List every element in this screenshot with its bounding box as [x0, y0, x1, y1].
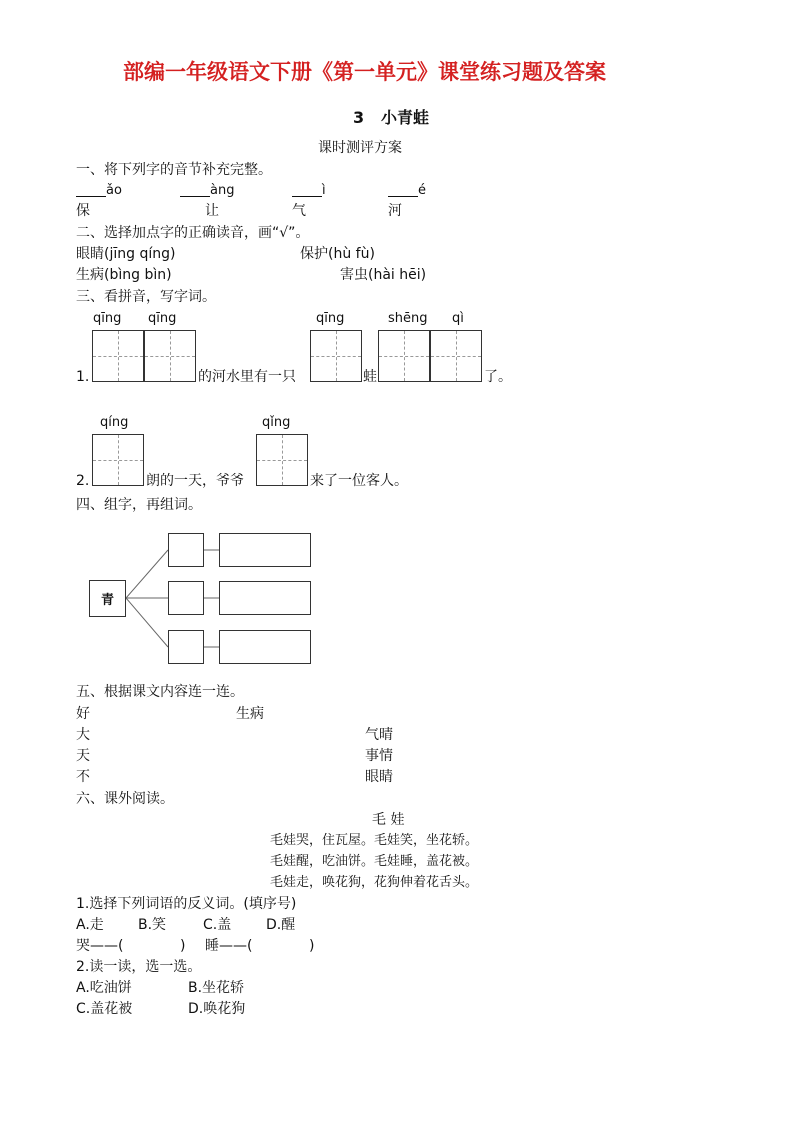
- q3-heading: 三、看拼音，写字词。: [76, 289, 216, 305]
- q3-line1-text: 蛙: [363, 369, 377, 385]
- q2-heading: 二、选择加点字的正确读音，画“√”。: [76, 225, 310, 241]
- q6-sub1-pair: 哭——(: [76, 938, 124, 954]
- q3-pinyin: qīng: [148, 311, 177, 326]
- poem-line: 毛娃哭，住瓦屋。毛娃笑，坐花轿。: [270, 833, 479, 848]
- lesson-number: 3: [353, 108, 365, 127]
- q6-sub2-option: A.吃油饼: [76, 980, 132, 996]
- q2-item[interactable]: 保护(hù fù): [300, 246, 375, 262]
- q4-center-char: 青: [89, 580, 126, 617]
- q1-item-pinyin: àng: [180, 184, 234, 197]
- q2-item[interactable]: 害虫(hài hēi): [340, 267, 427, 283]
- q6-sub2-question: 2.读一读，选一选。: [76, 959, 202, 975]
- q6-sub1-question: 1.选择下列词语的反义词。(填序号): [76, 896, 297, 912]
- q1-item-pinyin: ì: [292, 184, 326, 197]
- q6-sub2-option: B.坐花轿: [188, 980, 245, 996]
- q3-pinyin: qǐng: [262, 415, 291, 430]
- q3-pinyin: qì: [452, 311, 464, 326]
- q1-item-pinyin: ǎo: [76, 184, 122, 197]
- q4-char-box[interactable]: [168, 630, 204, 664]
- q4-char-box[interactable]: [168, 581, 204, 615]
- q4-char-box[interactable]: [168, 533, 204, 567]
- q4-word-box[interactable]: [219, 533, 311, 567]
- q1-item-char: 气: [292, 203, 306, 219]
- q5-left-item[interactable]: 大: [76, 727, 90, 743]
- q5-right-item[interactable]: 事情: [365, 748, 393, 764]
- page-title: 部编一年级语文下册《第一单元》课堂练习题及答案: [123, 60, 606, 84]
- q3-line1-text: 了。: [484, 369, 512, 385]
- subtitle: 课时测评方案: [318, 140, 402, 156]
- poem-line: 毛娃走，唤花狗，花狗伸着花舌头。: [270, 875, 479, 890]
- q6-sub2-option: D.唤花狗: [188, 1001, 246, 1017]
- q6-sub1-option: B.笑: [138, 917, 167, 933]
- lesson-name: 小青蛙: [381, 108, 430, 127]
- q6-sub1-pair: 睡——(: [205, 938, 253, 954]
- q6-sub1-pair-end: ): [180, 938, 186, 954]
- q3-pinyin: qīng: [316, 311, 345, 326]
- q3-pinyin: qíng: [100, 415, 129, 430]
- q6-sub2-option: C.盖花被: [76, 1001, 133, 1017]
- q1-item-char: 河: [388, 203, 402, 219]
- q6-sub1-option: A.走: [76, 917, 104, 933]
- q3-pinyin: shēng: [388, 311, 428, 326]
- q3-line1-text: 的河水里有一只: [198, 369, 296, 385]
- q5-right-item[interactable]: 气晴: [365, 727, 393, 743]
- q4-word-box[interactable]: [219, 581, 311, 615]
- q2-item[interactable]: 眼睛(jīng qíng): [76, 246, 176, 262]
- q3-pinyin: qīng: [93, 311, 122, 326]
- q6-sub1-pair-end: ): [309, 938, 315, 954]
- q5-heading: 五、根据课文内容连一连。: [76, 684, 244, 700]
- q1-item-char: 让: [205, 203, 219, 219]
- q4-word-box[interactable]: [219, 630, 311, 664]
- q5-left-item[interactable]: 不: [76, 769, 90, 785]
- q6-heading: 六、课外阅读。: [76, 791, 174, 807]
- q1-heading: 一、将下列字的音节补充完整。: [76, 162, 272, 178]
- q5-left-item[interactable]: 好: [76, 706, 90, 722]
- q3-line1-number: 1.: [76, 369, 90, 385]
- q5-right-item[interactable]: 眼睛: [365, 769, 393, 785]
- q1-item-char: 保: [76, 203, 90, 219]
- q5-left-item[interactable]: 天: [76, 748, 90, 764]
- poem-title: 毛 娃: [372, 812, 405, 828]
- q2-item[interactable]: 生病(bìng bìn): [76, 267, 172, 283]
- q3-line2-number: 2.: [76, 473, 90, 489]
- q1-item-pinyin: é: [388, 184, 426, 197]
- q6-sub1-option: C.盖: [203, 917, 232, 933]
- q3-line2-text: 来了一位客人。: [310, 473, 408, 489]
- q3-line2-text: 朗的一天，爷爷: [146, 473, 244, 489]
- q5-right-item[interactable]: 生病: [236, 706, 264, 722]
- q4-heading: 四、组字，再组词。: [76, 497, 202, 513]
- q6-sub1-option: D.醒: [266, 917, 296, 933]
- poem-line: 毛娃醒，吃油饼。毛娃睡，盖花被。: [270, 854, 479, 869]
